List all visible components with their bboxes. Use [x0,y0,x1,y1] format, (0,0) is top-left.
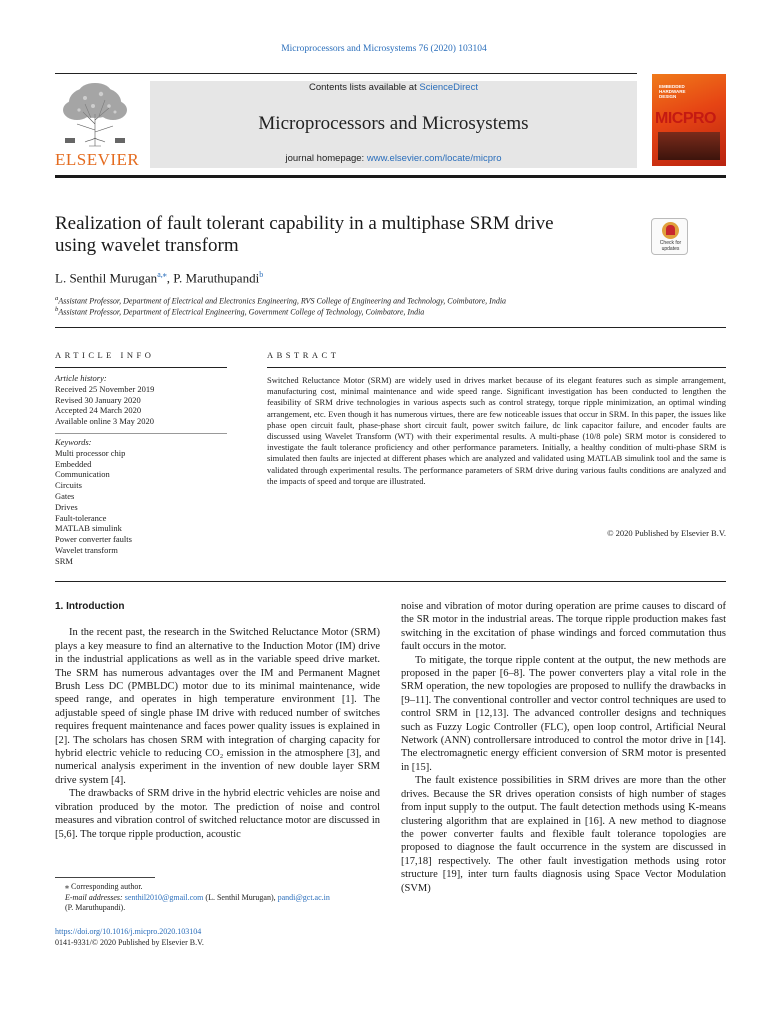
article-info-divider [55,433,227,434]
history-item: Revised 30 January 2020 [55,394,141,405]
doi-link[interactable]: https://doi.org/10.1016/j.micpro.2020.103104 [55,927,202,936]
history-item: Available online 3 May 2020 [55,416,154,427]
history-item: Received 25 November 2019 [55,383,155,394]
keyword: MATLAB simulink [55,523,122,534]
keywords-label: Keywords: [55,437,92,447]
body-paragraph: The drawbacks of SRM drive in the hybrid electric vehicles are noise and vibration produced by the motor. The prediction of noise and control measures and vibration control of switched reluctance motor are discussed in [5,6]. The torque ripple production, acoustic [55,788,380,840]
cover-subtitle: EMBEDDED HARDWARE DESIGN [659,84,686,99]
cover-image [658,132,720,160]
body-paragraph: In the recent past, the research in the Switched Reluctance Motor (SRM) plays a key measure to find an alternative to the Induction Motor (IM) drive in the industrial applications as well as in the variable speed drive market. The SRM has numerous advantages over the IM and Permanent Magnet Brush Less DC (PMBLDC) motor due to its minimal maintenance, wide speed range, and operates in high temperature environment [1]. The adjustable speed of single phase IM drive with reduced number of switches requires frequent maintenance and faces power quality issues is explained in [2]. The scholars has chosen SRM with integration of charging capacity for hybrid electric vehicle to reducing CO₂ emission in the atmosphere [3], and numerical analysis experiment in the invention of new double layer SRM drive system [4]. [55,627,380,786]
journal-name: Microprocessors and Microsystems [258,113,529,134]
author-name[interactable]: L. Senthil Murugan [55,270,158,286]
cover-title: MICPRO [655,110,716,127]
article-history [55,373,227,427]
homepage-line [150,153,637,164]
history-item: Accepted 24 March 2020 [55,405,142,416]
abstract-text: Switched Reluctance Motor (SRM) are widely used in drives market because of its elegant features such as simple arrangement, manufacturing cost, minimal maintenance and wide speed range. Significant investigation has been conducted to lengthen the feasibility of SRM drive technologies in various aspects such as control strategy, torque ripple minimization, an optimal winding arrangement, etc. Even though it has numerous virtues, there are few noticeable issues that occur in SRM. In this paper, the issues like phase open circuit fault, phase-phase short circuit fault, power switch failure, dc link capacitor failure, and encoder faults are discussed using Wavelet Transform (WT) with their experimental results. A multi-phase (10/8 pole) SRM motor is considered to investigate the fault tolerance proficiency and other performance parameters. Initially, a healthy condition of multi-phase SRM is simulated then faults are injected at different phases which are analyzed and validated using MATLAB simulink tool and the same is validated through experimental results. The performance parameters of SRM drive during various faults conditions are analyzed and the impacts of speed and torque are illustrated. [267,375,726,486]
sciencedirect-link[interactable]: ScienceDirect [419,82,478,93]
abstract-copyright: © 2020 Published by Elsevier B.V. [607,528,726,538]
author-affil-marker[interactable]: b [259,270,264,279]
doi-block [55,927,204,948]
body-column-right [401,600,726,895]
issn-line: 0141-9331/© 2020 Published by Elsevier B.V. [55,937,204,947]
keyword: Fault-tolerance [55,512,107,523]
body-column-left [55,600,380,841]
keyword: Drives [55,501,78,512]
keyword: Power converter faults [55,534,132,545]
keyword: SRM [55,555,73,566]
keyword: Multi processor chip [55,447,126,458]
author-affil-marker[interactable]: a,⁎ [157,270,167,279]
check-for-updates-label: Check for updates [659,240,682,252]
elsevier-wordmark: ELSEVIER [55,150,140,169]
contents-line [150,82,637,93]
author-separator: , [166,270,174,286]
contents-prefix: Contents lists available at [309,82,420,93]
keyword: Circuits [55,480,82,491]
homepage-prefix: journal homepage: [285,153,367,164]
elsevier-tree-icon [55,80,135,148]
header-thick-rule [55,175,726,178]
keyword: Wavelet transform [55,544,118,555]
crossmark-icon [662,222,679,239]
journal-citation-link[interactable]: Microprocessors and Microsystems 76 (2020) 103104 [281,44,487,54]
affiliation: $^a$Assistant Professor, Department of Electrical and Electronics Engineering, RVS College of Engineering and Technology, Coimbatore, India [55,295,507,306]
email-link[interactable]: pandi@gct.ac.in [277,892,330,902]
section-heading: 1. Introduction [55,601,125,612]
keyword: Communication [55,469,110,480]
email-note: E-mail addresses: senthil2010@gmail.com (L. Senthil Murugan), pandi@gct.ac.in (P. Maruthupandi). [65,892,330,912]
corresponding-author-note: ⁎ Corresponding author. [65,882,143,891]
header-rule [55,73,637,74]
email-link[interactable]: senthil2010@gmail.com [124,892,204,902]
article-title: Realization of fault tolerant capability in a multiphase SRM drive using wavelet transform [55,213,554,256]
keyword: Embedded [55,458,92,469]
footnotes [55,882,380,914]
body-paragraph: To mitigate, the torque ripple content at the output, the new methods are proposed in the paper [6–8]. The power converters play a vital role in the SRM operation, the new topologies are proposed to nullify the drawbacks in [9–11]. The conventional controller and vector control techniques are used to control SRM in [12,13]. The advanced controller designs and techniques such as Fuzzy Logic Controller (FLC), open loop control, Artificial Neural Network (ANN) controllersare introduced to control the motor drive in [14]. The electromagnetic energy efficient conversion of SRM motor is presented in [15]. [401,654,726,773]
footnote-rule [55,877,155,878]
abstract-rule [267,367,726,368]
keywords-list [55,437,227,567]
history-label: Article history: [55,373,107,383]
body-paragraph: The fault existence possibilities in SRM drives are more than the other drives. Because the SR drives operation consists of high number of stages from input supply to the output. The fault detection methods using K-means clustering algorithm that are explained in [16]. A new method to diagnose the power converter faults and flexible fault tolerance topologies are proposed to diagnose the fault occurrence in the system are discussed in [17,18] respectively. The other fault investigation methods using rotor structure [19], inter turn faults diagnosis using Space Vector Modulation (SVM) [401,775,726,894]
body-paragraph: noise and vibration of motor during operation are prime causes to discard of the SR motor in the industrial areas. The torque ripple production makes fast switching in the excitation of phase windings and forced commutation thus fault occurs in the motor. [401,601,726,653]
abstract-heading: ABSTRACT [267,350,340,360]
author-name[interactable]: P. Maruthupandi [173,270,260,286]
article-info-heading: ARTICLE INFO [55,350,155,360]
body-rule [55,581,726,582]
keyword: Gates [55,490,75,501]
author-list [55,270,263,286]
check-for-updates-button[interactable] [651,218,688,255]
homepage-link[interactable]: www.elsevier.com/locate/micpro [366,153,502,164]
section-rule [55,327,726,328]
affiliation: $^b$Assistant Professor, Department of Electrical Engineering, Government College of Technology, Coimbatore, India [55,306,425,317]
article-info-rule [55,367,227,368]
journal-cover-thumbnail[interactable] [652,74,726,166]
